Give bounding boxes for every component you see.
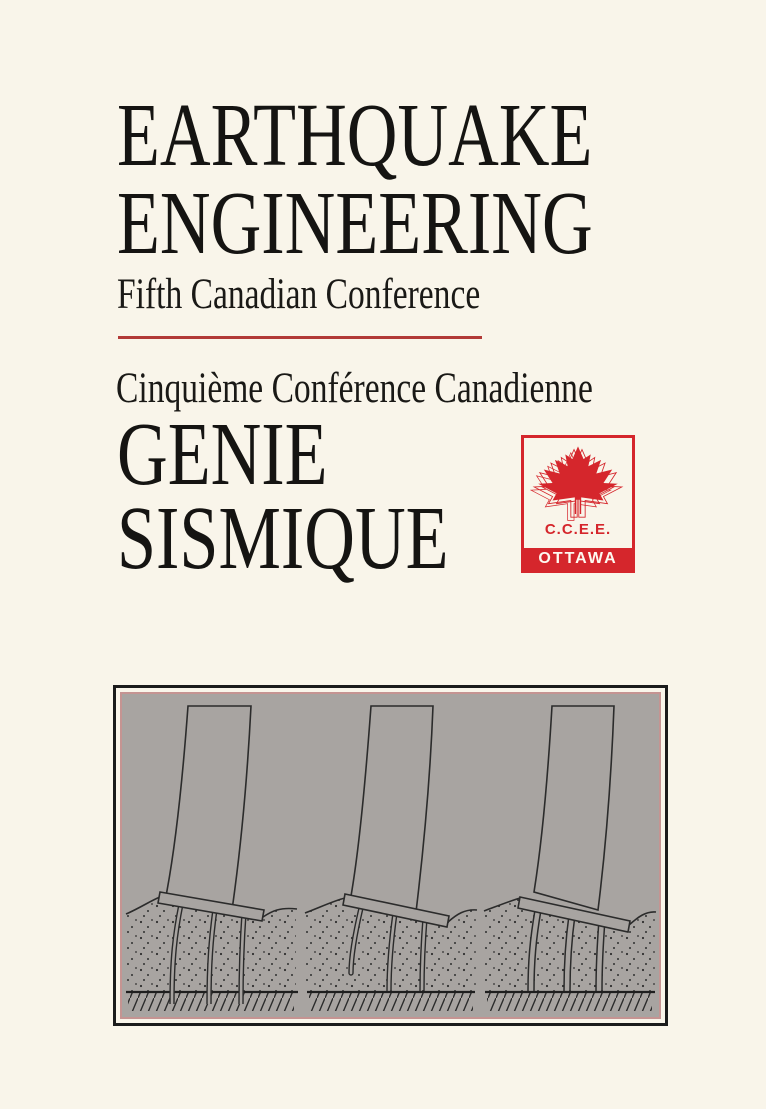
diagram-panel-1 — [126, 706, 298, 1011]
cover-illustration — [120, 692, 661, 1019]
diagram-panel-2 — [305, 706, 477, 1011]
bedrock-hatch — [487, 992, 652, 1011]
title-english-line2: ENGINEERING — [117, 174, 593, 273]
title-english — [117, 86, 593, 273]
logo-city-band — [524, 548, 632, 570]
logo-city: OTTAWA — [538, 550, 618, 567]
title-french-line1: GENIE — [117, 405, 328, 504]
logo-acronym: C.C.E.E. — [544, 521, 612, 538]
subtitle-english: Fifth Canadian Conference — [117, 271, 481, 318]
maple-leaf-icon — [530, 444, 626, 522]
diagram-panel-3 — [484, 706, 656, 1011]
tilted-pier — [166, 706, 251, 910]
cover-illustration-frame — [113, 685, 668, 1026]
ccee-logo — [521, 435, 635, 573]
title-french — [117, 405, 449, 588]
pile-foundation-diagrams — [122, 694, 659, 1017]
subtitle-french: Cinquième Conférence Canadienne — [116, 365, 593, 412]
tilted-pier — [534, 706, 614, 910]
tilted-pier — [351, 706, 433, 912]
title-english-line1: EARTHQUAKE — [117, 86, 593, 185]
bedrock-hatch — [309, 992, 473, 1011]
divider-rule — [118, 336, 482, 339]
title-french-line2: SISMIQUE — [117, 489, 449, 588]
